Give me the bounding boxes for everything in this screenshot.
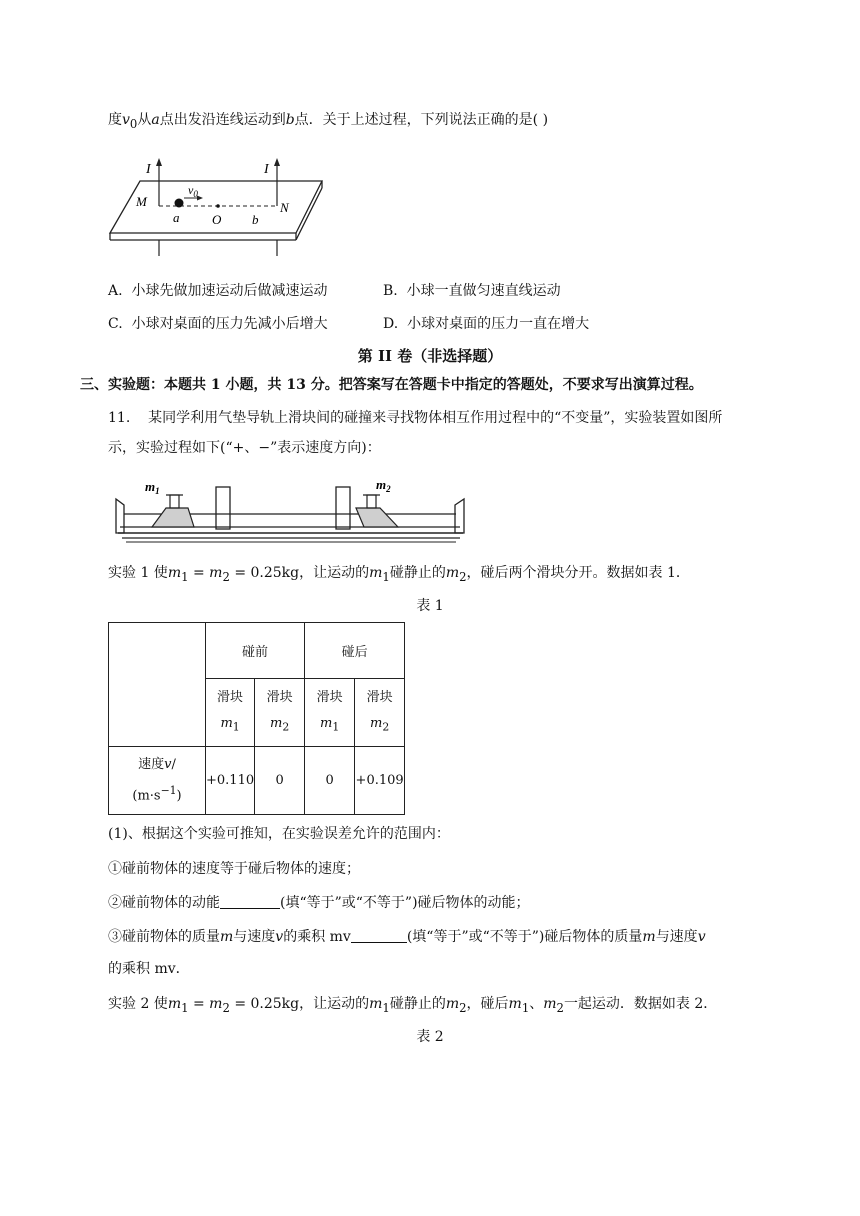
table1-row-label: [109, 747, 206, 815]
intro-text: 点出发沿连线运动到: [159, 112, 286, 128]
row-label-text: /: [171, 756, 176, 772]
table1-cell: +0.110: [206, 747, 255, 815]
m-symbol: m: [445, 996, 460, 1012]
unit-exp: −1: [160, 783, 177, 797]
sub1-item3-cont: 的乘积 mv．: [108, 961, 190, 977]
item3-text: 与速度: [233, 929, 276, 945]
item3-text: 的乘积 mv: [283, 929, 351, 945]
exp2-part: 、: [529, 996, 544, 1012]
option-text: 小球对桌面的压力先减小后增大: [131, 316, 328, 332]
sub: 1: [521, 1000, 530, 1015]
option-d[interactable]: [383, 314, 589, 334]
question-intro: [108, 110, 548, 134]
sub1-head: (1)、根据这个实验可推知，在实验误差允许的范围内：: [108, 826, 450, 842]
m-symbol: m: [369, 996, 383, 1012]
intro-text: 度: [108, 112, 122, 128]
table1-col-m1-before: [206, 679, 255, 747]
option-a[interactable]: [108, 281, 327, 301]
sub: 1: [181, 1000, 189, 1015]
m-symbol: m: [270, 715, 283, 731]
experiment1-text: 实验 1 使$m_1 = m_2 = 0.25kg$，让运动的$m_1$碰静止的$m_2$，碰后两个滑块分开。数据如表 1．: [108, 565, 690, 584]
section-heading: 三、实验题：本题共 1 小题，共 13 分。把答案写在答题卡中指定的答题处，不要求写出演算过程。: [80, 377, 703, 393]
sub1-item3: [108, 927, 706, 947]
figure-air-track: [108, 475, 473, 547]
sub: 2: [282, 720, 290, 734]
option-text: 小球对桌面的压力一直在增大: [407, 316, 590, 332]
sub1-item1: ①碰前物体的速度等于碰后物体的速度；: [108, 861, 360, 877]
sub: 1: [332, 720, 340, 734]
m-symbol: m: [209, 996, 223, 1012]
m-symbol: m: [445, 565, 460, 581]
m-symbol: m: [320, 715, 333, 731]
exp1-part: ，碰后两个滑块分开。数据如表 1．: [466, 565, 690, 581]
sub: 2: [382, 720, 390, 734]
figure-wires-table: [100, 148, 340, 260]
option-letter: D.: [383, 316, 399, 332]
label-O: O: [212, 212, 222, 227]
table1-col-m1-after: [305, 679, 355, 747]
unit-text: ): [176, 788, 182, 804]
option-letter: B.: [383, 283, 398, 299]
m-symbol: m: [167, 996, 182, 1012]
table1-header-after: 碰后: [305, 623, 405, 679]
label-b: b: [252, 212, 259, 227]
m-symbol: m: [508, 996, 522, 1012]
q11-text: 某同学利用气垫导轨上滑块间的碰撞来寻找物体相互作用过程中的“不变量”，实验装置如图所: [148, 410, 723, 426]
m-symbol: m: [369, 565, 383, 581]
m-symbol: m: [370, 715, 383, 731]
intro-text: 点．关于上述过程，下列说法正确的是( ): [294, 112, 549, 128]
label-I-left: I: [146, 162, 151, 177]
label-m1: $m_1$: [145, 479, 160, 496]
item2-text: ②碰前物体的动能: [108, 895, 220, 911]
option-text: 小球一直做匀速直线运动: [406, 283, 561, 299]
v0-symbol: v: [122, 112, 130, 128]
exp1-part: = 0.25kg，让运动的: [234, 565, 370, 581]
exp2-part: 实验 2 使: [108, 996, 168, 1012]
m-symbol: m: [642, 929, 656, 945]
option-c[interactable]: [108, 314, 328, 334]
v-symbol: v: [697, 929, 706, 945]
point-b: b: [285, 112, 295, 128]
m-symbol: m: [220, 715, 233, 731]
m-symbol: m: [167, 565, 182, 581]
m-symbol: m: [209, 565, 223, 581]
sub1-item2: [108, 893, 530, 913]
sub: 1: [181, 569, 189, 584]
v-symbol: v: [164, 756, 172, 772]
exp2-part: ，碰后: [466, 996, 509, 1012]
unit-text: (m·s: [132, 788, 161, 804]
item3-text: 与速度: [655, 929, 698, 945]
label-m2: $m_2$: [376, 477, 391, 494]
table1: [108, 622, 405, 815]
label-a: a: [173, 210, 180, 225]
sub: 1: [382, 1000, 390, 1015]
answer-blank-1[interactable]: [220, 894, 280, 909]
intro-text: 从: [137, 112, 152, 128]
sub: 2: [556, 1000, 564, 1015]
slider-label: 滑块: [316, 689, 343, 705]
label-v0: $v_0$: [188, 183, 198, 199]
option-letter: C.: [108, 316, 123, 332]
item2-text: (填“等于”或“不等于”)碰后物体的动能；: [280, 895, 530, 911]
slider-label: 滑块: [366, 689, 393, 705]
table1-cell: 0: [255, 747, 305, 815]
table1-col-m2-before: [255, 679, 305, 747]
option-b[interactable]: [383, 281, 561, 301]
m-symbol: m: [220, 929, 234, 945]
exp2-part: 一起运动．数据如表 2．: [563, 996, 718, 1012]
q11-line1: [108, 408, 722, 428]
slider-label: 滑块: [266, 689, 293, 705]
table1-col-m2-after: [355, 679, 405, 747]
sub: 2: [459, 1000, 467, 1015]
point-a: a: [151, 112, 160, 128]
exp1-part: 实验 1 使: [108, 565, 168, 581]
answer-blank-2[interactable]: [351, 928, 407, 943]
table2-caption: 表 2: [416, 1029, 444, 1045]
v-symbol: v: [275, 929, 284, 945]
row-label-text: 速度: [138, 756, 165, 772]
table1-header-before: 碰前: [206, 623, 305, 679]
sub: 2: [459, 569, 467, 584]
exp2-part: 碰静止的: [389, 996, 446, 1012]
sub: 2: [222, 1000, 230, 1015]
sub: 1: [232, 720, 240, 734]
sub: 1: [382, 569, 390, 584]
label-N: N: [280, 200, 289, 215]
item3-text: (填“等于”或“不等于”)碰后物体的质量: [406, 929, 643, 945]
part-title: 第 II 卷（非选择题）: [357, 347, 503, 365]
label-I-right: I: [264, 162, 269, 177]
table1-cell: +0.109: [355, 747, 405, 815]
item3-text: ③碰前物体的质量: [108, 929, 220, 945]
table1-corner: [109, 623, 206, 747]
exp2-part: = 0.25kg，让运动的: [234, 996, 370, 1012]
experiment2-text: 实验 2 使$m_1 = m_2 = 0.25kg$，让运动的$m_1$碰静止的$m_2$，碰后$m_1$、$m_2$一起运动．数据如表 2．: [108, 996, 718, 1015]
q11-line2: 示，实验过程如下(“+、−”表示速度方向)：: [108, 440, 381, 456]
sub: 2: [222, 569, 230, 584]
m-symbol: m: [543, 996, 557, 1012]
table1-cell: 0: [305, 747, 355, 815]
option-text: 小球先做加速运动后做减速运动: [131, 283, 328, 299]
question-number: 11.: [108, 410, 131, 426]
label-M: M: [136, 194, 147, 209]
exp1-part: 碰静止的: [389, 565, 446, 581]
slider-label: 滑块: [217, 689, 244, 705]
table1-caption: 表 1: [416, 598, 444, 614]
option-letter: A.: [108, 283, 123, 299]
v0-subscript: 0: [129, 116, 138, 131]
